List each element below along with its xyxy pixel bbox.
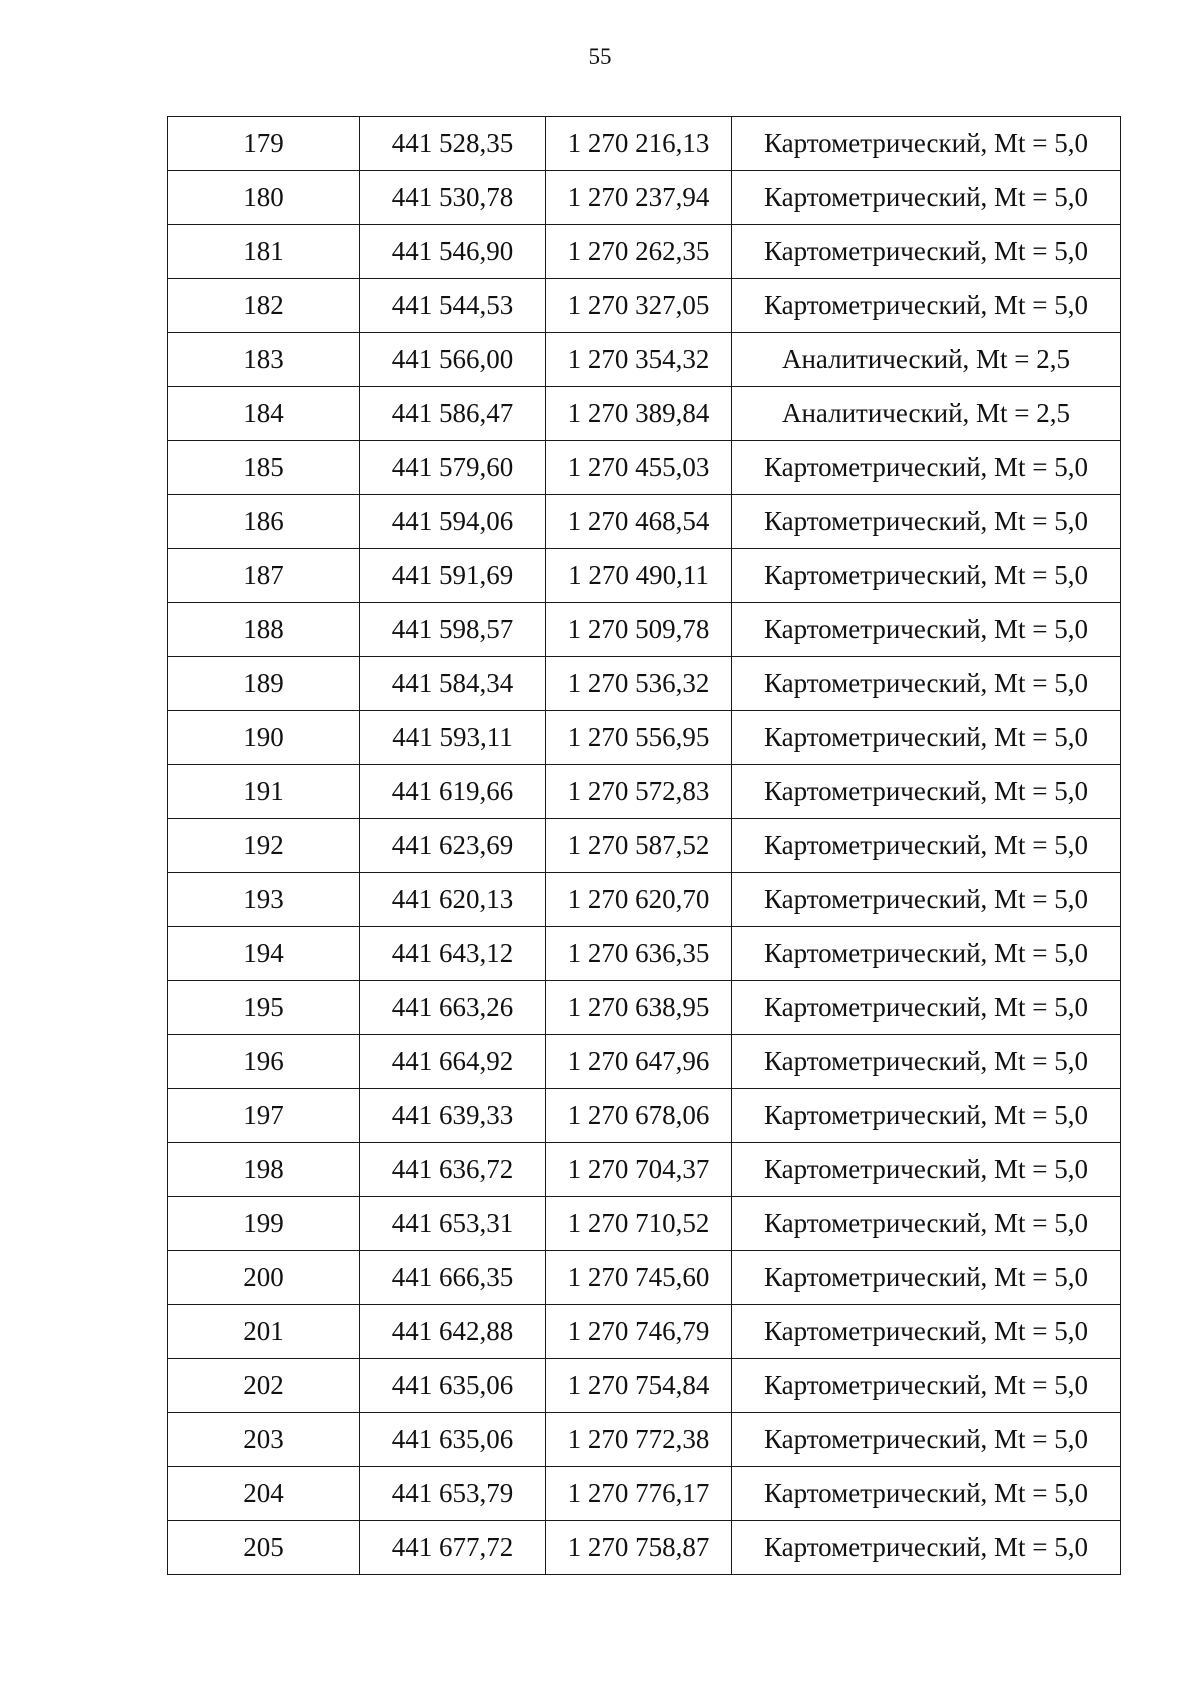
table-row (168, 765, 1121, 819)
y-coordinate-cell: 1 270 710,52 (546, 1197, 732, 1251)
x-coordinate-cell: 441 530,78 (360, 171, 546, 225)
y-coordinate-cell: 1 270 509,78 (546, 603, 732, 657)
y-coordinate-cell: 1 270 490,11 (546, 549, 732, 603)
y-coordinate-cell: 1 270 772,38 (546, 1413, 732, 1467)
point-number-cell: 182 (168, 279, 360, 333)
table-row (168, 927, 1121, 981)
table-row (168, 1197, 1121, 1251)
x-coordinate-cell: 441 619,66 (360, 765, 546, 819)
x-coordinate-cell: 441 653,31 (360, 1197, 546, 1251)
method-cell: Картометрический, Mt = 5,0 (732, 1413, 1121, 1467)
table-row (168, 1251, 1121, 1305)
x-coordinate-cell: 441 594,06 (360, 495, 546, 549)
method-cell: Картометрический, Mt = 5,0 (732, 441, 1121, 495)
method-cell: Картометрический, Mt = 5,0 (732, 1143, 1121, 1197)
method-cell: Картометрический, Mt = 5,0 (732, 225, 1121, 279)
y-coordinate-cell: 1 270 776,17 (546, 1467, 732, 1521)
table-row (168, 1089, 1121, 1143)
method-cell: Картометрический, Mt = 5,0 (732, 711, 1121, 765)
method-cell: Картометрический, Mt = 5,0 (732, 117, 1121, 171)
x-coordinate-cell: 441 653,79 (360, 1467, 546, 1521)
y-coordinate-cell: 1 270 587,52 (546, 819, 732, 873)
table-row (168, 279, 1121, 333)
x-coordinate-cell: 441 598,57 (360, 603, 546, 657)
y-coordinate-cell: 1 270 389,84 (546, 387, 732, 441)
coordinates-table (167, 116, 1121, 1575)
x-coordinate-cell: 441 663,26 (360, 981, 546, 1035)
table-row (168, 441, 1121, 495)
x-coordinate-cell: 441 586,47 (360, 387, 546, 441)
method-cell: Картометрический, Mt = 5,0 (732, 171, 1121, 225)
x-coordinate-cell: 441 593,11 (360, 711, 546, 765)
point-number-cell: 200 (168, 1251, 360, 1305)
point-number-cell: 204 (168, 1467, 360, 1521)
x-coordinate-cell: 441 591,69 (360, 549, 546, 603)
x-coordinate-cell: 441 546,90 (360, 225, 546, 279)
x-coordinate-cell: 441 666,35 (360, 1251, 546, 1305)
method-cell: Картометрический, Mt = 5,0 (732, 279, 1121, 333)
x-coordinate-cell: 441 620,13 (360, 873, 546, 927)
point-number-cell: 198 (168, 1143, 360, 1197)
point-number-cell: 185 (168, 441, 360, 495)
point-number-cell: 192 (168, 819, 360, 873)
method-cell: Картометрический, Mt = 5,0 (732, 603, 1121, 657)
point-number-cell: 180 (168, 171, 360, 225)
y-coordinate-cell: 1 270 758,87 (546, 1521, 732, 1575)
point-number-cell: 183 (168, 333, 360, 387)
y-coordinate-cell: 1 270 556,95 (546, 711, 732, 765)
table-row (168, 711, 1121, 765)
y-coordinate-cell: 1 270 536,32 (546, 657, 732, 711)
method-cell: Картометрический, Mt = 5,0 (732, 1467, 1121, 1521)
y-coordinate-cell: 1 270 237,94 (546, 171, 732, 225)
y-coordinate-cell: 1 270 638,95 (546, 981, 732, 1035)
x-coordinate-cell: 441 635,06 (360, 1413, 546, 1467)
x-coordinate-cell: 441 643,12 (360, 927, 546, 981)
y-coordinate-cell: 1 270 704,37 (546, 1143, 732, 1197)
table-row (168, 117, 1121, 171)
y-coordinate-cell: 1 270 262,35 (546, 225, 732, 279)
y-coordinate-cell: 1 270 327,05 (546, 279, 732, 333)
table-row (168, 603, 1121, 657)
method-cell: Картометрический, Mt = 5,0 (732, 495, 1121, 549)
y-coordinate-cell: 1 270 647,96 (546, 1035, 732, 1089)
table-row (168, 657, 1121, 711)
point-number-cell: 202 (168, 1359, 360, 1413)
point-number-cell: 205 (168, 1521, 360, 1575)
point-number-cell: 190 (168, 711, 360, 765)
y-coordinate-cell: 1 270 572,83 (546, 765, 732, 819)
y-coordinate-cell: 1 270 754,84 (546, 1359, 732, 1413)
method-cell: Картометрический, Mt = 5,0 (732, 981, 1121, 1035)
point-number-cell: 193 (168, 873, 360, 927)
point-number-cell: 194 (168, 927, 360, 981)
x-coordinate-cell: 441 677,72 (360, 1521, 546, 1575)
y-coordinate-cell: 1 270 354,32 (546, 333, 732, 387)
point-number-cell: 181 (168, 225, 360, 279)
method-cell: Картометрический, Mt = 5,0 (732, 765, 1121, 819)
table-row (168, 549, 1121, 603)
point-number-cell: 187 (168, 549, 360, 603)
method-cell: Картометрический, Mt = 5,0 (732, 549, 1121, 603)
point-number-cell: 189 (168, 657, 360, 711)
point-number-cell: 184 (168, 387, 360, 441)
point-number-cell: 195 (168, 981, 360, 1035)
table-row (168, 1035, 1121, 1089)
table-body (168, 117, 1121, 1575)
method-cell: Картометрический, Mt = 5,0 (732, 1089, 1121, 1143)
x-coordinate-cell: 441 623,69 (360, 819, 546, 873)
table-row (168, 873, 1121, 927)
table-row (168, 1521, 1121, 1575)
method-cell: Картометрический, Mt = 5,0 (732, 1197, 1121, 1251)
x-coordinate-cell: 441 566,00 (360, 333, 546, 387)
table-row (168, 981, 1121, 1035)
method-cell: Картометрический, Mt = 5,0 (732, 873, 1121, 927)
y-coordinate-cell: 1 270 468,54 (546, 495, 732, 549)
table-row (168, 171, 1121, 225)
table-row (168, 819, 1121, 873)
x-coordinate-cell: 441 639,33 (360, 1089, 546, 1143)
table-row (168, 387, 1121, 441)
y-coordinate-cell: 1 270 620,70 (546, 873, 732, 927)
method-cell: Аналитический, Mt = 2,5 (732, 333, 1121, 387)
x-coordinate-cell: 441 579,60 (360, 441, 546, 495)
page-number: 55 (588, 44, 612, 69)
x-coordinate-cell: 441 584,34 (360, 657, 546, 711)
x-coordinate-cell: 441 528,35 (360, 117, 546, 171)
table-row (168, 1143, 1121, 1197)
y-coordinate-cell: 1 270 745,60 (546, 1251, 732, 1305)
point-number-cell: 203 (168, 1413, 360, 1467)
method-cell: Картометрический, Mt = 5,0 (732, 819, 1121, 873)
point-number-cell: 199 (168, 1197, 360, 1251)
method-cell: Картометрический, Mt = 5,0 (732, 1359, 1121, 1413)
y-coordinate-cell: 1 270 216,13 (546, 117, 732, 171)
method-cell: Аналитический, Mt = 2,5 (732, 387, 1121, 441)
table-row (168, 225, 1121, 279)
table-row (168, 1467, 1121, 1521)
y-coordinate-cell: 1 270 636,35 (546, 927, 732, 981)
point-number-cell: 188 (168, 603, 360, 657)
table-row (168, 495, 1121, 549)
x-coordinate-cell: 441 635,06 (360, 1359, 546, 1413)
y-coordinate-cell: 1 270 746,79 (546, 1305, 732, 1359)
table-row (168, 1359, 1121, 1413)
table-row (168, 1413, 1121, 1467)
x-coordinate-cell: 441 642,88 (360, 1305, 546, 1359)
point-number-cell: 179 (168, 117, 360, 171)
method-cell: Картометрический, Mt = 5,0 (732, 1251, 1121, 1305)
method-cell: Картометрический, Mt = 5,0 (732, 657, 1121, 711)
method-cell: Картометрический, Mt = 5,0 (732, 1305, 1121, 1359)
x-coordinate-cell: 441 664,92 (360, 1035, 546, 1089)
point-number-cell: 196 (168, 1035, 360, 1089)
method-cell: Картометрический, Mt = 5,0 (732, 1521, 1121, 1575)
x-coordinate-cell: 441 544,53 (360, 279, 546, 333)
y-coordinate-cell: 1 270 678,06 (546, 1089, 732, 1143)
method-cell: Картометрический, Mt = 5,0 (732, 927, 1121, 981)
table-row (168, 333, 1121, 387)
point-number-cell: 197 (168, 1089, 360, 1143)
x-coordinate-cell: 441 636,72 (360, 1143, 546, 1197)
method-cell: Картометрический, Mt = 5,0 (732, 1035, 1121, 1089)
point-number-cell: 186 (168, 495, 360, 549)
point-number-cell: 201 (168, 1305, 360, 1359)
point-number-cell: 191 (168, 765, 360, 819)
y-coordinate-cell: 1 270 455,03 (546, 441, 732, 495)
table-row (168, 1305, 1121, 1359)
